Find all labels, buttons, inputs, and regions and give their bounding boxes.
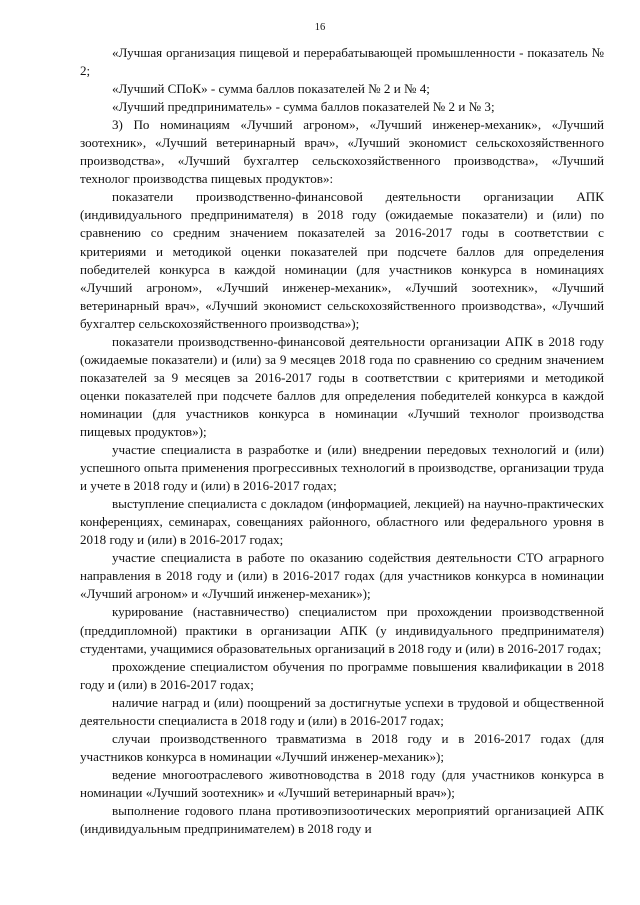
paragraph-livestock-farming: ведение многоотраслевого животноводства в 2018 году (для участников конкурса в номинации «Лучший зоотехник» и «Лучший ветеринарный врач»);	[80, 766, 604, 800]
document-body	[80, 44, 604, 838]
paragraph-nominations-item-3: 3) По номинациям «Лучший агроном», «Лучший инженер-механик», «Лучший зоотехник», «Лучший ветеринарный врач», «Лучший экономист сельскохозяйственного производства», «Лучший бухгалтер сельскохозяйственного производства», «Лучший технолог производства пищевых продуктов»:	[80, 117, 604, 187]
paragraph-awards: наличие наград и (или) поощрений за достигнутые успехи в трудовой и общественной деятельности специалиста в 2018 году и (или) в 2016-2017 годах;	[80, 694, 604, 728]
paragraph-qualification-training: прохождение специалистом обучения по программе повышения квалификации в 2018 году и (или) в 2016-2017 годах;	[80, 658, 604, 692]
paragraph-financial-indicators: показатели производственно-финансовой деятельности организации АПК (индивидуального предпринимателя) в 2018 году (ожидаемые показатели) и (или) по сравнению со средним значением показателей за 2016-2017 годы в соответствии с критериями и методикой оценки показателей при подсчете баллов для определения победителей конкурса в каждой номинации (для участников конкурса в номинациях «Лучший агроном», «Лучший инженер-механик», «Лучший зоотехник», «Лучший ветеринарный врач», «Лучший экономист сельскохозяйственного производства», «Лучший бухгалтер сельскохозяйственного производства»);	[80, 189, 604, 331]
paragraph-financial-indicators-9-months: показатели производственно-финансовой деятельности организации АПК в 2018 году (ожидаемые показатели) и (или) за 9 месяцев 2018 года по сравнению со средним значением показателей за 9 месяцев за 2016-2017 годы в соответствии с критериями и методикой оценки показателей при подсчете баллов для определения победителей конкурса в каждой номинации (для участников конкурса в номинации «Лучший технолог производства пищевых продуктов»);	[80, 333, 604, 439]
paragraph-antiepizootic-plan: выполнение годового плана противоэпизоотических мероприятий организацией АПК (индивидуальным предпринимателем) в 2018 году и	[80, 802, 604, 837]
paragraph-technology-implementation: участие специалиста в разработке и (или) внедрении передовых технологий и (или) успешного опыта применения прогрессивных технологий в производстве, организации труда и учете в 2018 году и (или) в 2016-2017 годах;	[80, 442, 604, 494]
paragraph-conference-reports: выступление специалиста с докладом (информацией, лекцией) на научно-практических конференциях, семинарах, совещаниях районного, областного или федерального уровня в 2018 году и (или) в 2016-2017 годах;	[80, 496, 604, 548]
page-number: 16	[314, 22, 326, 33]
paragraph-best-spok: «Лучший СПоК» - сумма баллов показателей № 2 и № 4;	[112, 81, 430, 97]
paragraph-sto-assistance: участие специалиста в работе по оказанию содействия деятельности СТО аграрного направления в 2018 году и (или) в 2016-2017 годах (для участников конкурса в номинации «Лучший агроном» и «Лучший инженер-механик»);	[80, 550, 604, 602]
paragraph-industrial-injuries: случаи производственного травматизма в 2018 году и в 2016-2017 годах (для участников конкурса в номинации «Лучший инженер-механик»);	[80, 730, 604, 764]
paragraph-best-food-processing: «Лучшая организация пищевой и перерабатывающей промышленности - показатель № 2;	[80, 45, 604, 79]
paragraph-best-entrepreneur: «Лучший предприниматель» - сумма баллов показателей № 2 и № 3;	[112, 99, 495, 115]
paragraph-internship-mentoring: курирование (наставничество) специалистом при прохождении производственной (преддипломной) практики в организации АПК (у индивидуального предпринимателя) студентами, учащимися образовательных организаций в 2018 году и (или) в 2016-2017 годах;	[80, 604, 604, 656]
